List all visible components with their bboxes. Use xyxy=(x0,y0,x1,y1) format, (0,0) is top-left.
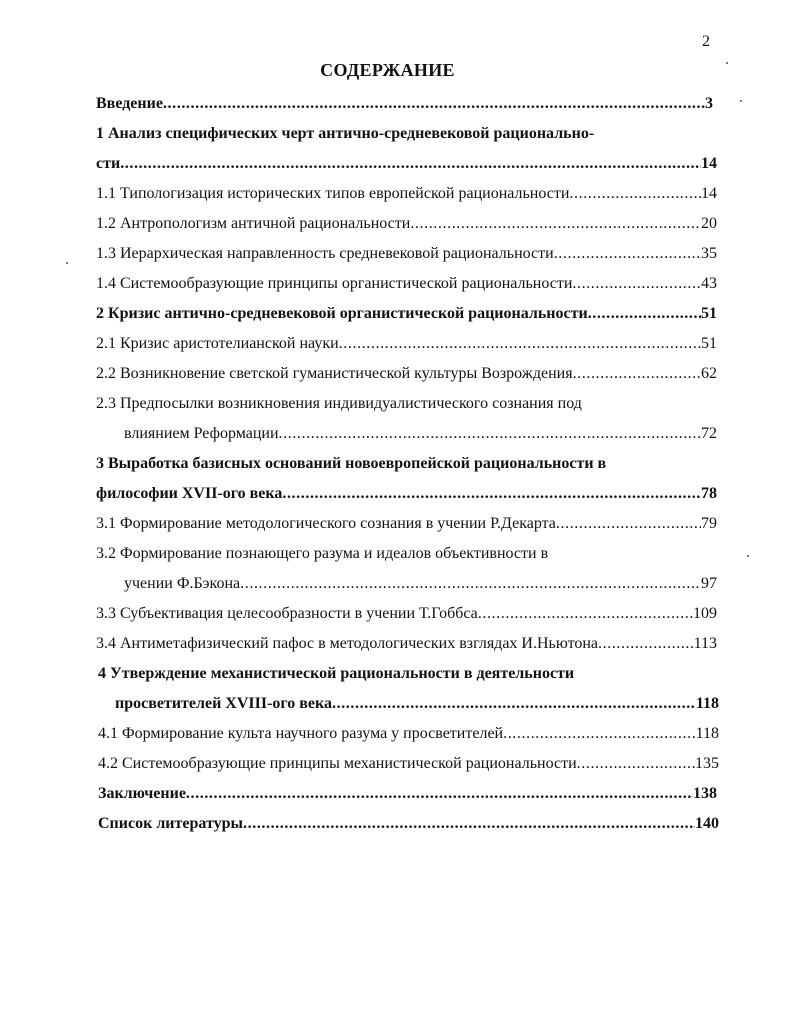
dot-leader xyxy=(410,209,701,239)
scan-speck xyxy=(747,555,749,557)
toc-entry-label: 4 Утверждение механистической рациональности в деятельности xyxy=(98,665,575,682)
toc-entry-page: 118 xyxy=(695,695,719,712)
toc-entry-1-1[interactable] xyxy=(0,179,799,209)
dot-leader xyxy=(279,419,701,449)
toc-entry-3-1[interactable] xyxy=(0,509,799,539)
toc-entry-page: 109 xyxy=(693,605,717,622)
toc-entry-page: 14 xyxy=(701,185,717,202)
toc-entry-chapter-4[interactable] xyxy=(0,659,799,689)
toc-title: СОДЕРЖАНИЕ xyxy=(320,60,455,80)
toc-entry-conclusion[interactable] xyxy=(0,779,799,809)
toc-entry-label: 3.4 Антиметафизический пафос в методологических взглядах И.Ньютона xyxy=(96,635,599,652)
toc-entry-label: Список литературы xyxy=(98,815,243,832)
toc-entry-references[interactable] xyxy=(0,809,799,839)
dot-leader xyxy=(588,299,701,329)
toc-entry-page: 43 xyxy=(701,275,717,292)
toc-entry-page: 62 xyxy=(701,365,717,382)
dot-leader xyxy=(503,719,695,749)
toc-entry-label: просветителей XVIII-ого века xyxy=(115,695,332,712)
toc-entry-label: 3.1 Формирование методологического сознания в учении Р.Декарта xyxy=(96,515,556,532)
toc-entry-label: учении Ф.Бэкона xyxy=(124,575,241,592)
toc-entry-label: сти xyxy=(96,155,121,172)
toc-entry-page: 97 xyxy=(701,575,717,592)
toc-entry-label: Введение xyxy=(96,95,163,112)
dot-leader xyxy=(554,239,701,269)
toc-entry-label: влиянием Реформации xyxy=(124,425,279,442)
toc-entry-label: 3 Выработка базисных оснований новоевропейской рациональности в xyxy=(96,455,607,472)
toc-entry-2-3[interactable] xyxy=(0,389,799,419)
toc-entry-label: 3.3 Субъективация целесообразности в учении Т.Гоббса xyxy=(96,605,478,622)
toc-entry-label: Заключение xyxy=(98,785,186,802)
toc-entry-page: 20 xyxy=(701,215,717,232)
toc-entry-2-1[interactable] xyxy=(0,329,799,359)
toc-entry-3-2-continued[interactable] xyxy=(0,569,799,599)
toc-entry-label: 4.2 Системообразующие принципы механистической рациональности xyxy=(98,755,577,772)
toc-entry-page: 78 xyxy=(701,485,717,502)
toc-entry-1-4[interactable] xyxy=(0,269,799,299)
toc-entry-label: 3.2 Формирование познающего разума и идеалов объективности в xyxy=(96,545,549,562)
toc-entry-chapter-1-continued[interactable] xyxy=(0,149,799,179)
dot-leader xyxy=(120,149,701,179)
toc-entry-page: 72 xyxy=(701,425,717,442)
dot-leader xyxy=(569,179,701,209)
dot-leader xyxy=(240,569,701,599)
toc-entry-4-2[interactable] xyxy=(0,749,799,779)
toc-entry-page: 51 xyxy=(701,305,717,322)
toc-entry-page: 3 xyxy=(705,95,713,112)
toc-entry-3-3[interactable] xyxy=(0,599,799,629)
toc-entry-2-3-continued[interactable] xyxy=(0,419,799,449)
dot-leader xyxy=(573,359,701,389)
toc-entry-label: 1.2 Антропологизм античной рациональности xyxy=(96,215,411,232)
toc-entry-label: 2.1 Кризис аристотелианской науки xyxy=(96,335,339,352)
toc-entry-page: 135 xyxy=(695,755,719,772)
toc-entry-label: 1.3 Иерархическая направленность средневековой рациональности xyxy=(96,245,554,262)
toc-entry-page: 51 xyxy=(701,335,717,352)
toc-entry-label: 1.4 Системообразующие принципы органистической рациональности xyxy=(96,275,573,292)
toc-entry-label: философии XVII-ого века xyxy=(96,485,283,502)
dot-leader xyxy=(282,479,701,509)
toc-entry-intro[interactable] xyxy=(0,89,799,119)
toc-entry-1-2[interactable] xyxy=(0,209,799,239)
toc-entry-page: 138 xyxy=(693,785,717,802)
scan-speck xyxy=(66,262,68,264)
toc-entry-page: 35 xyxy=(701,245,717,262)
dot-leader xyxy=(556,509,701,539)
toc-entry-page: 118 xyxy=(695,725,719,742)
toc-entry-chapter-3[interactable] xyxy=(0,449,799,479)
toc-entry-label: 4.1 Формирование культа научного разума у просветителей xyxy=(98,725,504,742)
page-number: 2 xyxy=(702,33,710,50)
toc-entry-label: 2.2 Возникновение светской гуманистической культуры Возрождения xyxy=(96,365,573,382)
toc-entry-1-3[interactable] xyxy=(0,239,799,269)
dot-leader xyxy=(577,749,695,779)
toc-entry-label: 1 Анализ специфических черт антично-средневековой рационально- xyxy=(96,125,595,142)
scan-speck xyxy=(726,62,728,64)
dot-leader xyxy=(163,89,705,119)
toc-entry-3-2[interactable] xyxy=(0,539,799,569)
dot-leader xyxy=(598,629,694,659)
dot-leader xyxy=(339,329,701,359)
dot-leader xyxy=(572,269,701,299)
toc-entry-label: 2 Кризис антично-средневековой органистической рациональности xyxy=(96,305,588,322)
toc-entry-3-4[interactable] xyxy=(0,629,799,659)
toc-entry-page: 140 xyxy=(695,815,719,832)
scan-speck xyxy=(740,100,742,102)
dot-leader xyxy=(243,809,695,839)
toc-entry-chapter-2[interactable] xyxy=(0,299,799,329)
toc-entry-page: 113 xyxy=(693,635,717,652)
dot-leader xyxy=(478,599,693,629)
toc-entry-page: 79 xyxy=(701,515,717,532)
toc-entry-page: 14 xyxy=(701,155,717,172)
toc-entry-2-2[interactable] xyxy=(0,359,799,389)
toc-entry-chapter-4-continued[interactable] xyxy=(0,689,799,719)
table-of-contents xyxy=(0,89,799,839)
toc-entry-chapter-3-continued[interactable] xyxy=(0,479,799,509)
dot-leader xyxy=(332,689,696,719)
dot-leader xyxy=(186,779,693,809)
toc-entry-label: 2.3 Предпосылки возникновения индивидуалистического сознания под xyxy=(96,395,582,412)
toc-entry-chapter-1[interactable] xyxy=(0,119,799,149)
toc-entry-4-1[interactable] xyxy=(0,719,799,749)
toc-entry-label: 1.1 Типологизация исторических типов европейской рациональности xyxy=(96,185,570,202)
